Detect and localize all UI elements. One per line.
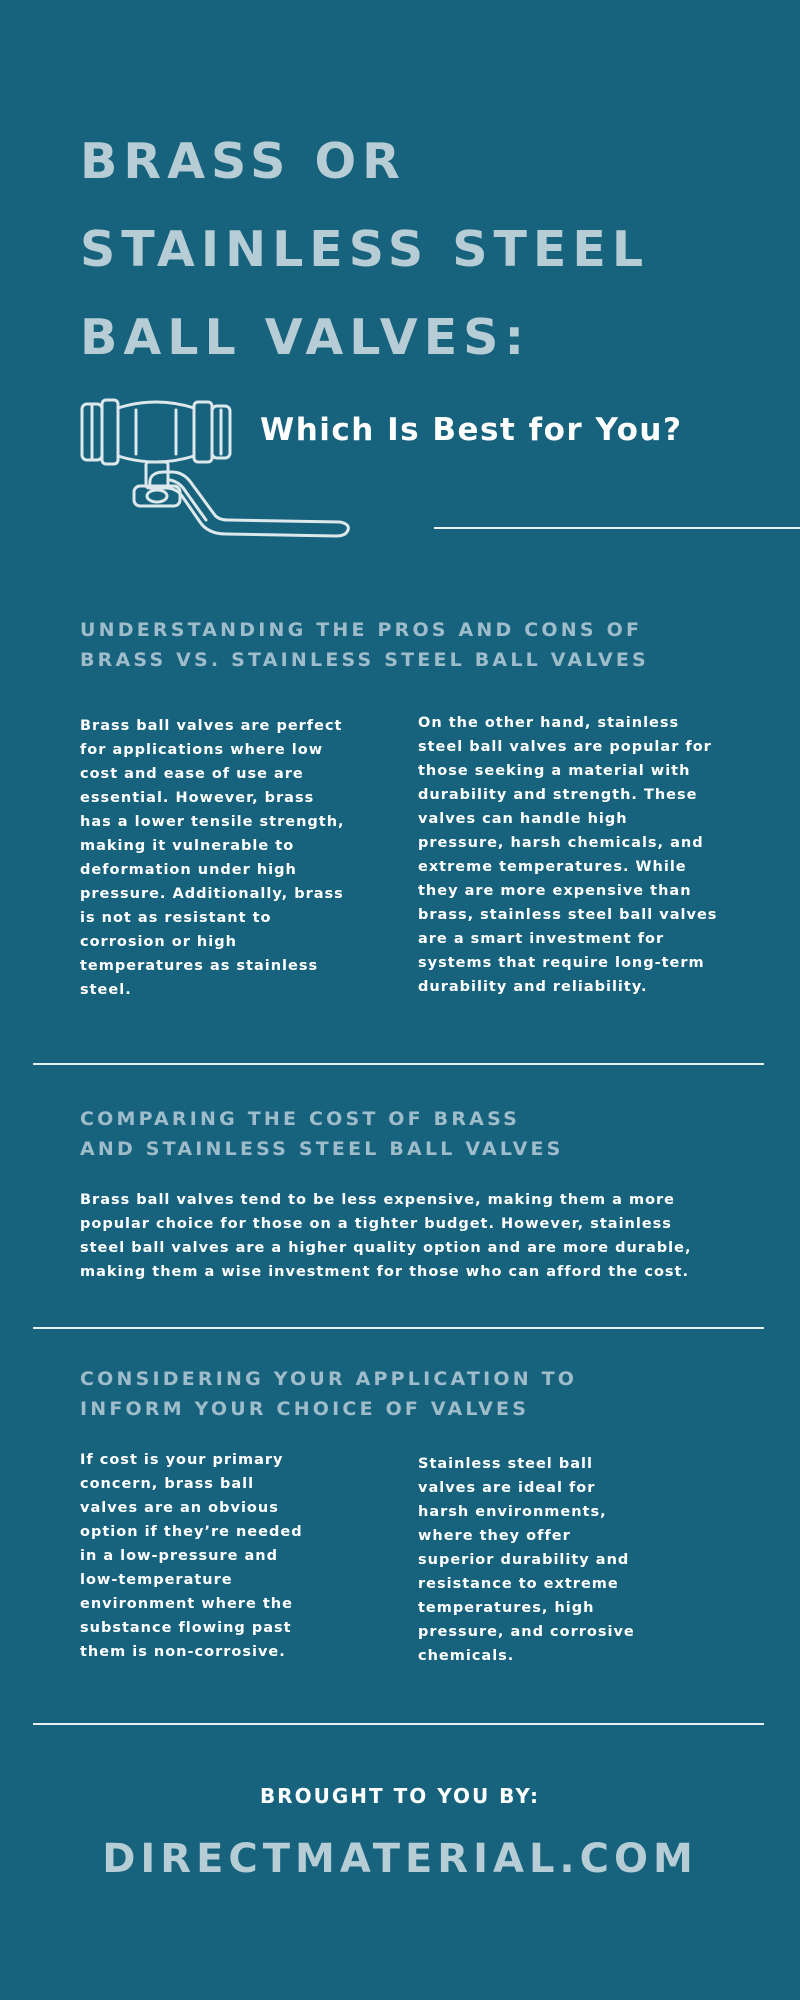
page-subtitle: Which Is Best for You? (260, 412, 683, 448)
stainless-application-text: Stainless steel ball valves are ideal for harsh environments, where they offer superior durability and resistance to extreme temperatures, high pressure, and corrosive chemicals. (418, 1456, 635, 1664)
section-heading (80, 1364, 740, 1424)
byline: BROUGHT TO YOU BY: (259, 1784, 541, 1808)
heading-line-1: CONSIDERING YOUR APPLICATION TO (80, 1368, 578, 1390)
heading-line-2: BRASS VS. STAINLESS STEEL BALL VALVES (80, 649, 649, 671)
title-line-1: BRASS OR (80, 133, 406, 190)
header-divider (434, 527, 800, 529)
website-name: DIRECTMATERIAL.COM (102, 1836, 698, 1882)
brass-application-text: If cost is your primary concern, brass ball valves are an obvious option if they’re needed in a low-pressure and low-temperature environment where the substance flowing past them is non-corrosive. (80, 1452, 303, 1660)
heading-line-2: AND STAINLESS STEEL BALL VALVES (80, 1138, 564, 1160)
brass-pros-cons-text: Brass ball valves are perfect for applications where low cost and ease of use are essential. However, brass has a lower tensile strength, making it vulnerable to deformation under high pressure. Additionally, brass is not as resistant to corrosion or high temperatures as stainless steel. (80, 718, 345, 998)
page-title (80, 118, 720, 382)
title-line-3: BALL VALVES: (80, 309, 531, 366)
cost-text: Brass ball valves tend to be less expensive, making them a more popular choice for those on a tighter budget. However, stainless steel ball valves are a higher quality option and are more durable, making them a wise investment for those who can afford the cost. (80, 1192, 692, 1280)
heading-line-1: UNDERSTANDING THE PROS AND CONS OF (80, 619, 643, 641)
section-cost (80, 1104, 740, 1164)
section-heading (80, 1104, 740, 1164)
section-divider (33, 1723, 764, 1725)
heading-line-1: COMPARING THE COST OF BRASS (80, 1108, 520, 1130)
section-divider (33, 1063, 764, 1065)
title-line-2: STAINLESS STEEL (80, 221, 650, 278)
stainless-pros-cons-text: On the other hand, stainless steel ball valves are popular for those seeking a material with durability and strength. These valves can handle high pressure, harsh chemicals, and extreme temperatures. While they are more expensive than brass, stainless steel ball valves are a smart investment for systems that require long-term durability and reliability. (418, 715, 718, 995)
section-heading (80, 615, 740, 675)
heading-line-2: INFORM YOUR CHOICE OF VALVES (80, 1398, 530, 1420)
section-pros-cons (80, 615, 740, 675)
section-application (80, 1364, 740, 1424)
section-divider (33, 1327, 764, 1329)
